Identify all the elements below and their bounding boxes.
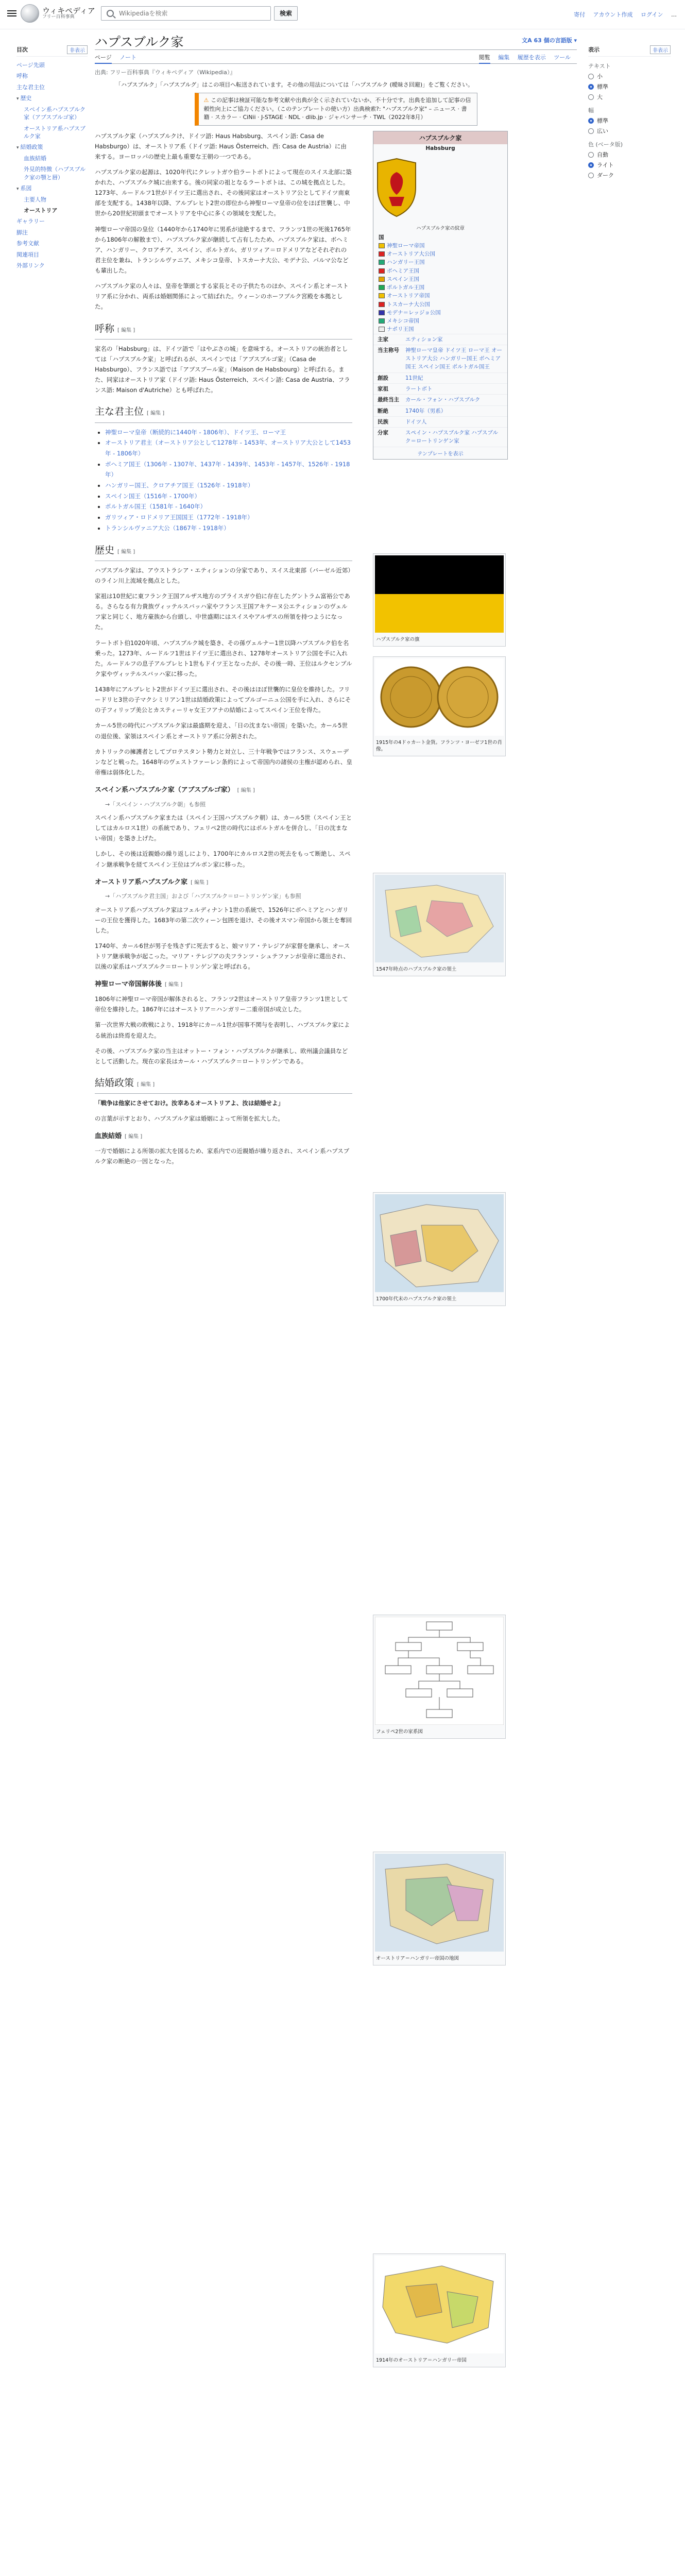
chevron-down-icon[interactable]: ▾ — [16, 145, 19, 151]
toc-item-label: 外見的特徴（ハプスブルク家の顎と唇） — [24, 166, 86, 181]
toc-item[interactable] — [16, 71, 88, 81]
list-item — [105, 459, 352, 480]
intro-para-1: ハプスブルク家（ハプスブルクけ、ドイツ語: Haus Habsburg、スペイン語: Casa de Habsburgo）は、オーストリア系（ドイツ語: Haus Österreich、西: Casa de Austria）に由来する。ヨーロッパの歴史上最も重要な王朝の一つである。 — [95, 132, 347, 160]
list-item — [105, 427, 352, 438]
infobox-country-link[interactable]: 神聖ローマ帝国 — [387, 242, 425, 249]
ruler-link[interactable]: トランシルヴァニア大公（1867年 - 1918年） — [105, 524, 230, 532]
width-option-label: 広い — [597, 128, 608, 134]
toc-item[interactable] — [16, 194, 88, 205]
flag-caption: ハプスブルク家の旗 — [376, 636, 420, 642]
coins-caption: 1915年の4ドゥカート金貨。フランツ・ヨーゼフ1世の肖像。 — [376, 739, 502, 753]
language-button[interactable]: 文A 63 個の言語版 ▾ — [522, 37, 577, 44]
toc-item[interactable] — [16, 216, 88, 227]
map2-figure — [373, 1192, 506, 1307]
toc-item-label: 結婚政策 — [20, 144, 43, 151]
austrian-heading: オーストリア系ハプスブルク家 [ 編集 ] — [95, 878, 209, 886]
toc-item-label: 歴史 — [20, 95, 32, 102]
toc-item-label: 脚注 — [16, 229, 28, 236]
width-options — [588, 116, 671, 135]
hre-edit-link[interactable]: [ 編集 ] — [165, 982, 183, 988]
infobox-country-link[interactable]: ボヘミア王国 — [387, 267, 419, 274]
flag-icon — [379, 327, 385, 332]
rulers-heading: 主な君主位 [ 編集 ] — [95, 403, 352, 422]
flag-icon — [379, 285, 385, 290]
toc-item-label: オーストリア系ハプスブルク家 — [24, 125, 86, 140]
flag-icon — [379, 318, 385, 324]
toc-item-label: ギャラリー — [16, 218, 45, 225]
map3-figure — [373, 1852, 506, 1966]
toc-item-label: スペイン系ハプスブルク家（アブスブルゴ家） — [24, 106, 85, 121]
blood-edit-link[interactable]: [ 編集 ] — [125, 1134, 143, 1140]
list-item — [105, 491, 352, 502]
toc-item-label: オーストリア — [24, 207, 58, 214]
color-option-label: 自動 — [597, 151, 608, 158]
list-item — [105, 480, 352, 491]
ruler-link[interactable]: スペイン国王（1516年 - 1700年） — [105, 492, 200, 500]
hatnote: 「ハプスブルク」「ハプスブルグ」はこの項目へ転送されています。その他の用法については「ハプスブルク (曖昧さ回避)」をご覧ください。 — [115, 81, 474, 88]
infobox-row-value[interactable]: 1740年（男系） — [405, 408, 447, 414]
spanish-heading: スペイン系ハプスブルク家（アブスブルゴ家） [ 編集 ] — [95, 786, 255, 794]
intro-para-3: 神聖ローマ帝国の皇位（1440年から1740年に男系が途絶するまで、フランツ1世の死後1765年から1806年の解散まで）、ハプスブルク家が継続して占有したため、ハプスブルク家は、ボヘミア、ハンガリー、クロアチア、スペイン、ポルトガル、ガリツィア＝ロドメリアなどそれぞれの君主位を兼ね、トランシルヴァニア、メキシコ皇帝、トスカーナ大公、モデナ公、パルマ公なども輩出した。 — [95, 225, 351, 274]
wikipedia-logo[interactable] — [21, 4, 95, 23]
site-header — [0, 0, 685, 29]
site-sub: 出典: フリー百科事典『ウィキペディア（Wikipedia）』 — [95, 69, 236, 76]
logo-subtitle: フリー百科事典 — [42, 14, 75, 20]
infobox-row — [373, 427, 507, 447]
map4-caption: 1914年のオーストリア＝ハンガリー帝国 — [376, 2357, 467, 2363]
toc-item[interactable] — [16, 249, 88, 260]
toc-item-label: ページ先頭 — [16, 62, 45, 69]
toc-item[interactable] — [16, 260, 88, 271]
infobox-country — [379, 292, 502, 300]
blood-heading: 血族結婚 [ 編集 ] — [95, 1132, 143, 1141]
ruler-link[interactable]: 神聖ローマ皇帝（断続的に1440年 - 1806年）、ドイツ王、ローマ王 — [105, 428, 286, 436]
infobox-row-value[interactable]: カール・フォン・ハプスブルク — [405, 397, 481, 403]
toc-item-label: 主な君主位 — [16, 83, 45, 91]
infobox-country-link[interactable]: メキシコ帝国 — [387, 318, 419, 325]
appearance-hide-button[interactable]: 非表示 — [650, 45, 671, 54]
infobox-template-link[interactable]: テンプレートを表示 — [373, 447, 507, 459]
infobox-country — [379, 300, 502, 309]
infobox-country — [379, 309, 502, 317]
toc-item[interactable] — [16, 142, 88, 153]
search-input[interactable] — [118, 9, 254, 18]
ruler-link[interactable]: オーストリア君主（オーストリア公として1278年 - 1453年、オーストリア大公として1453年 - 1806年） — [105, 439, 351, 457]
notice-icon: ⚠ — [203, 97, 211, 104]
history-edit-link[interactable]: [ 編集 ] — [117, 549, 135, 555]
globe-icon — [21, 4, 39, 23]
toc-item-label: 血族結婚 — [24, 155, 46, 162]
infobox-countries — [373, 233, 507, 334]
toc-item[interactable] — [16, 183, 88, 194]
toc-item-label: 関連項目 — [16, 251, 39, 258]
tab-edit[interactable]: 編集 — [498, 54, 510, 61]
list-item — [105, 512, 352, 523]
color-option-label: ダーク — [597, 172, 614, 179]
toc-hide-button[interactable]: 非表示 — [67, 45, 88, 54]
infobox-row-key: 断絶 — [378, 408, 388, 414]
text-size-label: テキスト — [588, 63, 611, 70]
article-body — [95, 131, 577, 2363]
tab-page[interactable]: ページ — [95, 54, 112, 64]
login-link[interactable]: ログイン — [641, 11, 663, 18]
spanish-para: スペイン系ハプスブルク家または（スペイン王国ハプスブルク朝）は、カール5世（スペイン王としてはカルロス1世）の系統であり、フェリペ2世の時代にはポルトガルを併合し、「日の沈まない帝国」を築き上げた。 — [95, 814, 352, 842]
coins-image[interactable] — [375, 658, 504, 736]
rulers-list — [95, 427, 352, 534]
infobox-country — [379, 267, 502, 275]
page-title: ハプスブルク家 — [95, 35, 184, 49]
marriage-heading: 結婚政策 [ 編集 ] — [95, 1075, 352, 1094]
search-icon — [107, 10, 114, 17]
radio-icon[interactable] — [588, 173, 594, 178]
flag-icon — [379, 277, 385, 282]
notice-text: この記事は検証可能な参考文献や出典が全く示されていないか、不十分です。出典を追加して記事の信頼性向上にご協力ください。（このテンプレートの使い方）出典検索?: "ハプスブルク家" – ニュース · 書籍 · スカラー · CiNii · J-STAGE · NDL · dlib.jp · ジャパンサーチ · TWL（2022年8月） — [203, 97, 471, 121]
appearance-panel — [588, 45, 671, 181]
infobox-row-key: 家祖 — [378, 386, 388, 393]
infobox-row-key: 分家 — [378, 430, 388, 436]
personal-tools — [568, 10, 677, 19]
history-heading: 歴史 [ 編集 ] — [95, 542, 352, 561]
width-option-label: 標準 — [597, 117, 608, 124]
text-size-option-label: 小 — [597, 73, 603, 80]
map1-caption: 1547年時点のハプスブルク家の領土 — [376, 966, 457, 972]
flag-icon — [379, 310, 385, 315]
intro-para-2: ハプスブルク家の起源は、1020年代にクレットガウ伯ラートボトによって現在のスイス北部に築かれた、ハプスブルク城に由来する。後の同家の祖となるラートボトは、この城を拠点とした。1273年、ルードルフ1世がドイツ王に選出され、その後同家はオーストリア公としてドイツ南東部を支配する。1438年以降、アルブレヒト2世の即位から神聖ローマ皇帝の位をほぼ世襲し、中世から20世紀初頭までオーストリアを中心に多くの領域を支配した。 — [95, 168, 352, 217]
flag-image[interactable] — [375, 555, 504, 633]
toc-item-label: 呼称 — [16, 73, 28, 80]
tab-talk[interactable]: ノート — [119, 54, 136, 61]
infobox-country — [379, 250, 502, 258]
infobox-row-value[interactable]: 神聖ローマ皇帝 ドイツ王 ローマ王 オーストリア大公 ハンガリー国王 ボヘミア国王 スペイン国王 ポルトガル国王 — [405, 347, 502, 370]
infobox-country-link[interactable]: ポルトガル王国 — [387, 284, 425, 291]
toc-item[interactable] — [16, 82, 88, 93]
list-item — [105, 523, 352, 534]
tab-tools[interactable]: ツール — [554, 54, 571, 61]
infobox-row — [373, 383, 507, 394]
ruler-link[interactable]: ガリツィア・ロドメリア王国国王（1772年 - 1918年） — [105, 514, 253, 521]
text-size-options — [588, 72, 671, 101]
tab-read[interactable]: 閲覧 — [479, 54, 490, 64]
history-para: 家祖は10世紀に東フランク王国アルザス地方のブライスガウ伯に存在したグントラム富裕公である。さらなる有力貴族ヴィッテルスバッハ家やフランス王国アキテーヌ公エティションのヴェルフ家と同じく、地方豪族から台頭し、中世盛期にはスイスやアルザスの所領を持つようになった。 — [95, 592, 350, 631]
main-menu-icon[interactable] — [7, 9, 16, 18]
infobox-row-key: 最終当主 — [378, 397, 399, 403]
history-para: ラートボト伯1020年頃、ハプスブルク城を築き、その孫ヴェルナー1世以降ハプスブルク伯を名乗った。1273年、ルードルフ1世はドイツ王に選出され、1278年オーストリア公国を手に入れた。ルードルフの息子アルブレヒト1世もドイツ王となったが、その後一時、王位はルクセンブルク家やヴィッテルスバッハ家に移った。 — [95, 639, 352, 677]
infobox — [373, 131, 508, 460]
toc-item-label: 外部リンク — [16, 262, 45, 269]
language-icon: 文A — [522, 37, 534, 44]
hre-heading: 神聖ローマ帝国解体後 [ 編集 ] — [95, 980, 183, 989]
text-size-option-label: 標準 — [597, 83, 608, 90]
color-label: 色 (ベータ版) — [588, 141, 623, 148]
history-para: 1438年にアルブレヒト2世がドイツ王に選出され、その後はほぼ世襲的に皇位を維持した。フリードリヒ3世の子マクシミリアン1世は結婚政策によってブルゴーニュ公国を手に入れ、さらにその子フィリップ美公とカスティーリャ女王フアナの結婚によってスペイン王位を得た。 — [95, 686, 351, 714]
chevron-down-icon[interactable]: ▾ — [16, 96, 19, 102]
list-item — [105, 501, 352, 512]
search-box[interactable] — [101, 6, 271, 21]
text-size-option[interactable] — [588, 93, 671, 101]
page-tabs — [95, 50, 577, 64]
infobox-row-value[interactable]: ラートボト — [405, 386, 433, 393]
toc-item-label: 参考文献 — [16, 240, 39, 247]
width-label: 幅 — [588, 107, 594, 114]
ruler-link[interactable]: ポルトガル国王（1581年 - 1640年） — [105, 503, 207, 511]
toc-header — [16, 45, 88, 57]
flag-icon — [379, 260, 385, 265]
article-text — [95, 131, 352, 1167]
infobox-title: ハプスブルク家 — [373, 131, 507, 144]
map3-image[interactable] — [375, 1854, 504, 1952]
map4-image[interactable] — [375, 2256, 504, 2353]
appearance-header — [588, 45, 671, 57]
blood-para: 一方で婚姻による所領の拡大を図るため、家系内での近親婚が繰り返され、スペイン系ハプスブルク家の断絶の一因となった。 — [95, 1147, 350, 1165]
infobox-subtitle: Habsburg — [425, 145, 455, 151]
infobox-row-key: 創設 — [378, 375, 388, 381]
infobox-caption: ハプスブルク家の紋章 — [416, 225, 465, 231]
main-content — [95, 32, 577, 2363]
appearance-title: 表示 — [588, 46, 600, 53]
spanish-mainart[interactable]: →「スペイン・ハプスブルク朝」も参照 — [105, 801, 206, 808]
map4-figure — [373, 2253, 506, 2368]
infobox-row-value[interactable]: 11世紀 — [405, 375, 423, 381]
marriage-edit-link[interactable]: [ 編集 ] — [137, 1081, 155, 1088]
ruler-link[interactable]: ボヘミア国王（1306年 - 1307年、1437年 - 1439年、1453年 - 1457年、1526年 - 1918年） — [105, 460, 350, 479]
flag-icon — [379, 302, 385, 307]
map1-image[interactable] — [375, 875, 504, 962]
radio-icon[interactable] — [588, 152, 594, 158]
infobox-country-link[interactable]: オーストリア大公国 — [387, 251, 435, 258]
donate-link[interactable]: 寄付 — [574, 11, 586, 18]
chevron-down-icon[interactable]: ▾ — [16, 187, 19, 192]
infobox-country-link[interactable]: スペイン王国 — [387, 276, 419, 282]
more-icon[interactable]: … — [671, 11, 677, 18]
infobox-country — [379, 258, 502, 266]
flag-icon — [379, 268, 385, 274]
flag-icon — [379, 251, 385, 257]
infobox-country — [379, 275, 502, 283]
history-para: カール5世の時代にハプスブルク家は最盛期を迎え、「日の沈まない帝国」を築いた。カール5世の退位後、家領はスペイン系とオーストリア系に分割された。 — [95, 722, 348, 740]
toc-item[interactable] — [16, 227, 88, 238]
radio-icon[interactable] — [588, 128, 594, 134]
history-para: カトリックの擁護者としてプロテスタント勢力と対立し、三十年戦争ではフランス、スウェーデンなどと戦った。1648年のヴェストファーレン条約によって帝国内の諸侯の主権が認められ、皇帝権は弱体化した。 — [95, 748, 352, 776]
radio-icon[interactable] — [588, 162, 594, 168]
marriage-para: の言葉が示すとおり、ハプスブルク家は婚姻によって所領を拡大した。 — [95, 1115, 284, 1123]
map2-caption: 1700年代末のハプスブルク家の領土 — [376, 1296, 457, 1302]
infobox-country — [379, 283, 502, 292]
flag-icon — [379, 243, 385, 248]
color-options — [588, 150, 671, 179]
history-paras — [95, 565, 352, 777]
infobox-country-link[interactable]: ナポリ王国 — [387, 326, 414, 333]
toc-item[interactable] — [16, 238, 88, 249]
toc-item-label: 主要人物 — [24, 196, 46, 203]
ruler-link[interactable]: ハンガリー国王、クロアチア国王（1526年 - 1918年） — [105, 482, 254, 489]
hre-para: その後、ハプスブルク家の当主はオットー・フォン・ハプスブルクが継承し、欧州議会議員などとして活動した。現在の家長はカール・ハプスブルク＝ロートリンゲンである。 — [95, 1047, 348, 1065]
infobox-row — [373, 405, 507, 416]
map1-figure — [373, 873, 506, 977]
infobox-row — [373, 334, 507, 345]
spanish-edit-link[interactable]: [ 編集 ] — [237, 788, 255, 793]
toc-item[interactable] — [16, 123, 88, 142]
marriage-quote: 「戦争は他家にさせておけ。汝幸あるオーストリアよ、汝は結婚せよ」 — [95, 1099, 284, 1107]
family-tree-image[interactable] — [375, 1617, 504, 1725]
radio-icon[interactable] — [588, 74, 594, 79]
radio-icon[interactable] — [588, 84, 594, 90]
flag-icon — [379, 293, 385, 298]
search-button[interactable]: 検索 — [274, 6, 298, 21]
width-option[interactable] — [588, 127, 671, 135]
tree-figure — [373, 1615, 506, 1739]
language-count: 63 個の言語版 — [534, 37, 572, 44]
infobox-country — [379, 317, 502, 325]
toc-item[interactable] — [16, 93, 88, 104]
infobox-country-link[interactable]: トスカーナ大公国 — [387, 301, 430, 308]
color-option[interactable] — [588, 150, 671, 159]
map2-image[interactable] — [375, 1194, 504, 1292]
naming-edit-link[interactable]: [ 編集 ] — [117, 327, 135, 333]
intro-para-4: ハプスブルク家の人々は、皇帝を筆頭とする家長とその子供たちのほか、スペイン系とオーストリア系に分かれ、両系は婚姻関係によって結ばれた。ウィーンのホーフブルク宮殿を本拠とした。 — [95, 282, 349, 311]
infobox-row-key: 民族 — [378, 418, 388, 425]
coins-figure — [373, 656, 506, 757]
flag-figure — [373, 553, 506, 647]
hre-para: 第一次世界大戦の敗戦により、1918年にカール1世が国事不関与を表明し、ハプスブルク家による統治は終焉を迎えた。 — [95, 1021, 350, 1039]
toc-item[interactable] — [16, 205, 88, 216]
toc-item[interactable] — [16, 153, 88, 164]
toc-list — [16, 60, 88, 271]
width-option[interactable] — [588, 116, 671, 125]
coat-of-arms-icon[interactable] — [373, 157, 420, 218]
infobox-row-value[interactable]: エティション家 — [405, 336, 443, 343]
austrian-para: オーストリア系ハプスブルク家はフェルディナント1世の系統で、1526年にボヘミアとハンガリーの王位を獲得した。1683年の第二次ウィーン包囲を退け、その後オスマン帝国から領土を奪回した。 — [95, 906, 352, 934]
naming-heading: 呼称 [ 編集 ] — [95, 320, 352, 340]
color-option-label: ライト — [597, 162, 614, 168]
text-size-option-label: 大 — [597, 94, 603, 100]
tab-history[interactable]: 履歴を表示 — [517, 54, 546, 61]
infobox-country-link[interactable]: ハンガリー王国 — [387, 259, 425, 266]
history-para: ハプスブルク家は、アウストラシア・エティションの分家であり、スイス北東部（バーゼル近郊）のライン川上流域を拠点とした。 — [95, 566, 351, 584]
radio-icon[interactable] — [588, 118, 594, 124]
spanish-paras — [95, 812, 352, 870]
infobox-row-key: 当主称号 — [378, 347, 399, 353]
toc-item-label: 系図 — [20, 185, 32, 192]
austrian-mainart[interactable]: →「ハプスブルク君主国」および「ハプスブルク＝ロートリンゲン家」も参照 — [105, 893, 301, 900]
infobox-row — [373, 345, 507, 372]
citation-notice — [195, 93, 477, 126]
toc-item[interactable] — [16, 164, 88, 183]
color-option[interactable] — [588, 161, 671, 169]
infobox-country-link[interactable]: モデナ＝レッジョ公国 — [387, 309, 441, 316]
tree-caption: フェリペ2世の家系図 — [376, 1728, 423, 1735]
austrian-edit-link[interactable]: [ 編集 ] — [191, 879, 209, 886]
text-size-option[interactable] — [588, 72, 671, 80]
infobox-row-value[interactable]: スペイン・ハプスブルク家 ハプスブルク＝ロートリンゲン家 — [405, 430, 498, 445]
spanish-para: しかし、その後は近親婚の繰り返しにより、1700年にカルロス2世の死去をもって断絶し、スペイン継承戦争を経てスペイン王位はブルボン家に移った。 — [95, 850, 351, 868]
map3-caption: オーストリア＝ハンガリー帝国の地図 — [376, 1955, 459, 1961]
infobox-list-header: 国 — [379, 234, 384, 241]
hre-paras — [95, 994, 352, 1066]
infobox-row — [373, 416, 507, 427]
table-of-contents — [16, 45, 88, 271]
naming-para: 家名の「Habsburg」は、ドイツ語で「はやぶさの城」を意味する。オーストリアの統治者としては「ハプスブルク家」と呼ばれるが、スペインでは「アブスブルゴ家」（Casa de Habsburgo）、フランス語では「アブスブール家」（Maison de Habsbourg）と呼ばれる。また、同家はオーストリア家（ドイツ語: Haus Österreich、スペイン語: Casa de Austria、フランス語: Maison d'Autriche）とも呼ばれた。 — [95, 345, 350, 394]
infobox-rows — [373, 334, 507, 447]
rulers-edit-link[interactable]: [ 編集 ] — [147, 411, 165, 417]
toc-title: 目次 — [16, 46, 28, 53]
text-size-option[interactable] — [588, 82, 671, 91]
toc-item[interactable] — [16, 60, 88, 71]
infobox-row-value[interactable]: ドイツ人 — [405, 418, 427, 425]
infobox-row-key: 主家 — [378, 336, 388, 343]
toc-item[interactable] — [16, 104, 88, 123]
list-item — [105, 437, 352, 459]
infobox-country — [379, 242, 502, 250]
hre-para: 1806年に神聖ローマ帝国が解体されると、フランツ2世はオーストリア皇帝フランツ1世として帝位を維持した。1867年にはオーストリア＝ハンガリー二重帝国が成立した。 — [95, 995, 348, 1013]
create-account-link[interactable]: アカウント作成 — [593, 11, 633, 18]
infobox-country — [379, 325, 502, 333]
infobox-country-link[interactable]: オーストリア帝国 — [387, 293, 430, 299]
austrian-paras — [95, 905, 352, 972]
austrian-para: 1740年、カール6世が男子を残さずに死去すると、娘マリア・テレジアが家督を継承し、オーストリア継承戦争が起こった。マリア・テレジアの夫フランツ・シュテファンが皇帝に選出され、以後の家系はハプスブルク＝ロートリンゲン家と呼ばれる。 — [95, 942, 350, 971]
infobox-row — [373, 372, 507, 383]
color-option[interactable] — [588, 171, 671, 179]
infobox-row — [373, 394, 507, 405]
radio-icon[interactable] — [588, 94, 594, 100]
logo-title: ウィキペディア — [42, 6, 95, 15]
